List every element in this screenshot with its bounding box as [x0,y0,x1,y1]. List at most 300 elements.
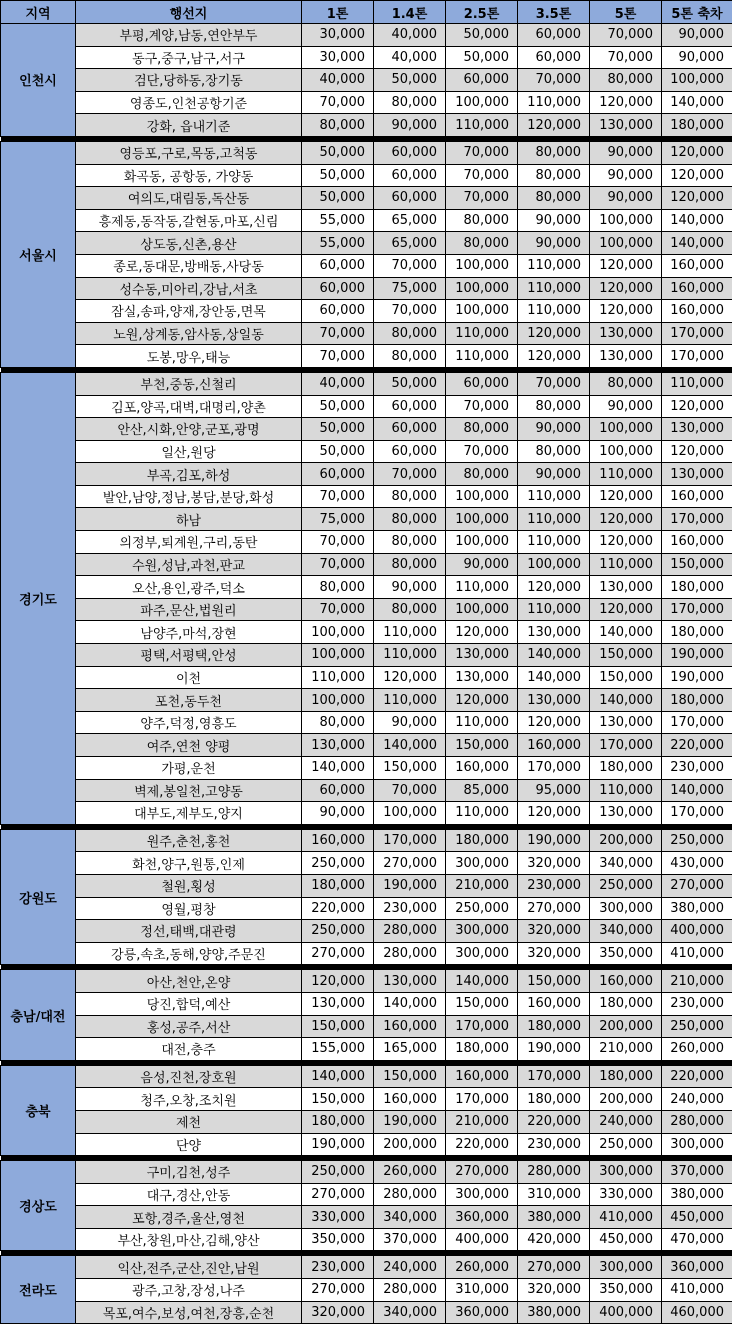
destination-cell: 오산,용인,광주,덕소 [76,576,302,599]
price-cell: 100,000 [302,689,374,712]
price-cell: 180,000 [302,1110,374,1133]
price-cell: 110,000 [518,598,590,621]
destination-cell: 부산,창원,마산,김해,양산 [76,1228,302,1251]
price-cell: 130,000 [662,418,732,441]
price-cell: 360,000 [662,1256,732,1279]
destination-cell: 일산,원당 [76,440,302,463]
table-row [1,734,732,757]
price-cell: 70,000 [446,187,518,210]
region-cell: 충북 [1,1065,76,1155]
table-row [1,277,732,300]
table-row [1,114,732,137]
price-cell: 170,000 [374,829,446,852]
destination-cell: 흥제동,동작동,갈현동,마포,신림 [76,209,302,232]
destination-cell: 원주,춘천,홍천 [76,829,302,852]
price-cell: 140,000 [590,689,662,712]
price-cell: 220,000 [446,1133,518,1156]
price-cell: 120,000 [590,277,662,300]
price-cell: 350,000 [590,1279,662,1302]
price-cell: 100,000 [374,802,446,825]
price-cell: 60,000 [302,463,374,486]
price-cell: 50,000 [302,395,374,418]
price-cell: 280,000 [662,1110,732,1133]
price-cell: 70,000 [302,322,374,345]
price-cell: 65,000 [374,209,446,232]
price-cell: 160,000 [302,829,374,852]
price-cell: 320,000 [302,1301,374,1324]
price-cell: 120,000 [446,689,518,712]
table-row [1,666,732,689]
price-cell: 250,000 [302,1161,374,1184]
table-row [1,345,732,368]
destination-cell: 포항,경주,울산,영천 [76,1206,302,1229]
table-row [1,1065,732,1088]
price-cell: 70,000 [374,779,446,802]
price-cell: 80,000 [374,485,446,508]
price-cell: 260,000 [446,1256,518,1279]
table-row [1,598,732,621]
table-row [1,322,732,345]
price-cell: 320,000 [518,920,590,943]
table-body [1,24,732,1324]
price-cell: 170,000 [662,508,732,531]
price-cell: 180,000 [662,621,732,644]
price-cell: 300,000 [590,1161,662,1184]
price-cell: 90,000 [662,46,732,69]
destination-cell: 당진,합덕,예산 [76,992,302,1015]
price-cell: 165,000 [374,1038,446,1061]
price-cell: 50,000 [446,24,518,47]
price-cell: 55,000 [302,209,374,232]
price-cell: 60,000 [302,300,374,323]
price-cell: 80,000 [302,711,374,734]
price-cell: 90,000 [590,395,662,418]
destination-cell: 화천,양구,원통,인제 [76,852,302,875]
table-row [1,992,732,1015]
price-cell: 340,000 [374,1301,446,1324]
price-cell: 120,000 [662,440,732,463]
price-cell: 120,000 [518,576,590,599]
price-cell: 50,000 [374,372,446,395]
price-cell: 70,000 [446,440,518,463]
table-row [1,187,732,210]
table-row [1,689,732,712]
price-cell: 220,000 [662,734,732,757]
price-cell: 130,000 [590,576,662,599]
price-cell: 30,000 [302,24,374,47]
price-cell: 360,000 [446,1301,518,1324]
price-cell: 130,000 [446,644,518,667]
price-cell: 130,000 [662,463,732,486]
price-cell: 170,000 [662,802,732,825]
destination-cell: 발안,남양,정남,봉담,분당,화성 [76,485,302,508]
table-row [1,372,732,395]
price-cell: 280,000 [374,920,446,943]
price-cell: 320,000 [518,942,590,965]
price-cell: 430,000 [662,852,732,875]
destination-cell: 평택,서평택,안성 [76,644,302,667]
price-cell: 70,000 [446,164,518,187]
table-row [1,942,732,965]
price-cell: 340,000 [374,1206,446,1229]
price-cell: 90,000 [590,187,662,210]
price-cell: 70,000 [302,91,374,114]
price-cell: 210,000 [446,874,518,897]
price-cell: 90,000 [302,802,374,825]
price-cell: 80,000 [302,114,374,137]
price-cell: 270,000 [302,942,374,965]
price-cell: 130,000 [590,711,662,734]
price-cell: 410,000 [662,1279,732,1302]
price-cell: 110,000 [446,802,518,825]
price-cell: 100,000 [302,644,374,667]
table-row [1,440,732,463]
price-cell: 320,000 [518,1279,590,1302]
header-destination: 행선지 [76,1,302,24]
price-cell: 180,000 [518,1015,590,1038]
price-cell: 100,000 [302,621,374,644]
price-cell: 210,000 [662,970,732,993]
price-cell: 170,000 [662,322,732,345]
price-cell: 95,000 [518,779,590,802]
price-cell: 70,000 [590,24,662,47]
table-row [1,802,732,825]
price-cell: 340,000 [590,920,662,943]
price-cell: 160,000 [374,1088,446,1111]
price-cell: 340,000 [590,852,662,875]
table-row [1,1038,732,1061]
destination-cell: 영월,평창 [76,897,302,920]
destination-cell: 가평,운천 [76,757,302,780]
table-row [1,1228,732,1251]
price-cell: 180,000 [446,829,518,852]
price-cell: 270,000 [662,874,732,897]
price-cell: 80,000 [374,322,446,345]
price-cell: 190,000 [374,1110,446,1133]
price-cell: 110,000 [518,485,590,508]
price-cell: 100,000 [446,485,518,508]
price-cell: 140,000 [662,232,732,255]
price-cell: 300,000 [590,897,662,920]
price-cell: 150,000 [302,1088,374,1111]
price-cell: 70,000 [302,345,374,368]
table-row [1,757,732,780]
destination-cell: 노원,상계동,암사동,상일동 [76,322,302,345]
table-row [1,1256,732,1279]
price-cell: 80,000 [446,463,518,486]
price-cell: 70,000 [446,141,518,164]
price-cell: 110,000 [590,463,662,486]
table-row [1,164,732,187]
price-cell: 80,000 [518,141,590,164]
price-cell: 100,000 [590,418,662,441]
price-cell: 190,000 [662,666,732,689]
price-cell: 450,000 [662,1206,732,1229]
price-cell: 240,000 [590,1110,662,1133]
destination-cell: 김포,양곡,대벽,대명리,양촌 [76,395,302,418]
price-cell: 70,000 [374,300,446,323]
price-cell: 120,000 [446,621,518,644]
price-cell: 120,000 [518,345,590,368]
price-cell: 170,000 [518,1065,590,1088]
region-cell: 경기도 [1,372,76,824]
table-row [1,232,732,255]
price-cell: 170,000 [662,345,732,368]
table-row [1,852,732,875]
destination-cell: 영종도,인천공항기준 [76,91,302,114]
price-cell: 130,000 [590,345,662,368]
price-cell: 80,000 [374,531,446,554]
price-cell: 170,000 [590,734,662,757]
price-cell: 110,000 [518,277,590,300]
price-cell: 320,000 [518,852,590,875]
price-cell: 260,000 [374,1161,446,1184]
table-row [1,1206,732,1229]
destination-cell: 부천,중동,신철리 [76,372,302,395]
header-3-5ton: 3.5톤 [518,1,590,24]
price-cell: 100,000 [662,69,732,92]
price-cell: 80,000 [374,553,446,576]
price-cell: 110,000 [518,254,590,277]
price-cell: 250,000 [662,1015,732,1038]
price-cell: 170,000 [662,711,732,734]
price-cell: 65,000 [374,232,446,255]
price-cell: 110,000 [518,508,590,531]
destination-cell: 상도동,신촌,용산 [76,232,302,255]
price-cell: 110,000 [590,553,662,576]
price-cell: 270,000 [374,852,446,875]
price-cell: 60,000 [446,69,518,92]
price-cell: 40,000 [374,46,446,69]
price-cell: 180,000 [590,757,662,780]
destination-cell: 청주,오창,조치원 [76,1088,302,1111]
destination-cell: 대구,경산,안동 [76,1183,302,1206]
price-cell: 140,000 [590,621,662,644]
price-cell: 80,000 [518,440,590,463]
destination-cell: 안산,시화,안양,군포,광명 [76,418,302,441]
price-cell: 110,000 [446,711,518,734]
price-cell: 110,000 [446,322,518,345]
price-cell: 250,000 [302,852,374,875]
price-cell: 250,000 [662,829,732,852]
price-cell: 410,000 [662,942,732,965]
destination-cell: 성수동,미아리,강남,서초 [76,277,302,300]
price-cell: 40,000 [302,372,374,395]
price-cell: 90,000 [662,24,732,47]
price-cell: 70,000 [446,395,518,418]
table-row [1,1301,732,1324]
destination-cell: 파주,문산,법원리 [76,598,302,621]
price-cell: 40,000 [374,24,446,47]
table-row [1,553,732,576]
price-cell: 60,000 [374,187,446,210]
price-cell: 230,000 [662,992,732,1015]
price-cell: 250,000 [590,874,662,897]
price-cell: 160,000 [662,300,732,323]
price-cell: 110,000 [374,644,446,667]
price-cell: 60,000 [374,164,446,187]
table-row [1,1183,732,1206]
price-cell: 130,000 [518,621,590,644]
header-1ton: 1톤 [302,1,374,24]
destination-cell: 화곡동, 공항동, 가양동 [76,164,302,187]
price-cell: 270,000 [518,897,590,920]
price-cell: 160,000 [590,970,662,993]
price-cell: 80,000 [518,187,590,210]
destination-cell: 동구,중구,남구,서구 [76,46,302,69]
destination-cell: 부곡,김포,하성 [76,463,302,486]
destination-cell: 정선,태백,대관령 [76,920,302,943]
price-cell: 80,000 [374,91,446,114]
price-cell: 280,000 [374,942,446,965]
destination-cell: 여의도,대림동,독산동 [76,187,302,210]
price-cell: 90,000 [590,141,662,164]
price-cell: 70,000 [302,553,374,576]
price-cell: 90,000 [446,553,518,576]
price-cell: 60,000 [374,440,446,463]
price-cell: 150,000 [662,553,732,576]
price-cell: 190,000 [302,1133,374,1156]
table-row [1,395,732,418]
price-cell: 80,000 [446,209,518,232]
header-5ton: 5톤 [590,1,662,24]
price-cell: 270,000 [518,1256,590,1279]
price-cell: 30,000 [302,46,374,69]
price-cell: 140,000 [518,666,590,689]
price-cell: 140,000 [374,992,446,1015]
price-cell: 130,000 [302,992,374,1015]
table-row [1,1110,732,1133]
price-cell: 90,000 [518,463,590,486]
price-cell: 470,000 [662,1228,732,1251]
table-row [1,209,732,232]
price-cell: 130,000 [590,802,662,825]
destination-cell: 이천 [76,666,302,689]
price-cell: 420,000 [518,1228,590,1251]
price-cell: 180,000 [590,992,662,1015]
header-region: 지역 [1,1,76,24]
price-cell: 150,000 [446,734,518,757]
price-cell: 100,000 [590,440,662,463]
price-cell: 180,000 [446,1038,518,1061]
price-cell: 60,000 [302,277,374,300]
price-cell: 220,000 [662,1065,732,1088]
price-cell: 140,000 [518,644,590,667]
price-cell: 100,000 [518,553,590,576]
price-cell: 310,000 [446,1279,518,1302]
price-cell: 190,000 [518,1038,590,1061]
destination-cell: 아산,천안,온양 [76,970,302,993]
price-cell: 80,000 [446,418,518,441]
price-cell: 100,000 [446,508,518,531]
price-cell: 130,000 [518,689,590,712]
price-cell: 60,000 [374,395,446,418]
price-cell: 120,000 [662,395,732,418]
destination-cell: 양주,덕정,영흥도 [76,711,302,734]
destination-cell: 대전,충주 [76,1038,302,1061]
price-cell: 230,000 [518,874,590,897]
price-cell: 120,000 [590,254,662,277]
price-cell: 50,000 [374,69,446,92]
price-cell: 180,000 [302,874,374,897]
price-cell: 80,000 [374,598,446,621]
price-cell: 150,000 [374,1065,446,1088]
price-cell: 400,000 [590,1301,662,1324]
table-row [1,300,732,323]
price-cell: 130,000 [446,666,518,689]
destination-cell: 남양주,마석,장현 [76,621,302,644]
price-cell: 300,000 [446,942,518,965]
price-cell: 380,000 [518,1301,590,1324]
header-2-5ton: 2.5톤 [446,1,518,24]
destination-cell: 목포,여수,보성,여천,장흥,순천 [76,1301,302,1324]
destination-cell: 도봉,망우,태능 [76,345,302,368]
price-cell: 80,000 [302,576,374,599]
price-cell: 70,000 [518,69,590,92]
price-cell: 90,000 [518,209,590,232]
price-cell: 130,000 [590,322,662,345]
price-cell: 150,000 [302,1015,374,1038]
price-cell: 100,000 [446,300,518,323]
price-cell: 90,000 [518,232,590,255]
price-cell: 210,000 [446,1110,518,1133]
destination-cell: 의정부,퇴계원,구리,동탄 [76,531,302,554]
destination-cell: 여주,연천 양평 [76,734,302,757]
price-cell: 70,000 [590,46,662,69]
price-cell: 120,000 [590,91,662,114]
destination-cell: 포천,동두천 [76,689,302,712]
price-cell: 140,000 [662,209,732,232]
price-cell: 230,000 [518,1133,590,1156]
price-cell: 230,000 [662,757,732,780]
price-cell: 300,000 [662,1133,732,1156]
table-row [1,531,732,554]
price-cell: 110,000 [374,621,446,644]
table-row [1,69,732,92]
price-cell: 70,000 [374,254,446,277]
price-cell: 310,000 [518,1183,590,1206]
price-cell: 85,000 [446,779,518,802]
table-row [1,874,732,897]
price-cell: 120,000 [518,322,590,345]
price-cell: 250,000 [302,920,374,943]
price-cell: 100,000 [446,91,518,114]
price-cell: 380,000 [518,1206,590,1229]
price-cell: 280,000 [374,1183,446,1206]
destination-cell: 잠실,송파,양재,장안동,면목 [76,300,302,323]
price-cell: 160,000 [374,1015,446,1038]
price-cell: 160,000 [662,531,732,554]
table-row [1,24,732,47]
price-cell: 220,000 [518,1110,590,1133]
price-cell: 70,000 [302,531,374,554]
table-row [1,779,732,802]
region-cell: 경상도 [1,1161,76,1251]
table-row [1,508,732,531]
price-cell: 180,000 [662,576,732,599]
price-cell: 140,000 [662,779,732,802]
table-row [1,920,732,943]
destination-cell: 제천 [76,1110,302,1133]
price-cell: 100,000 [446,531,518,554]
price-cell: 155,000 [302,1038,374,1061]
price-cell: 230,000 [302,1256,374,1279]
price-cell: 240,000 [662,1088,732,1111]
table-row [1,1088,732,1111]
price-cell: 110,000 [446,114,518,137]
price-cell: 110,000 [518,531,590,554]
price-cell: 50,000 [302,187,374,210]
